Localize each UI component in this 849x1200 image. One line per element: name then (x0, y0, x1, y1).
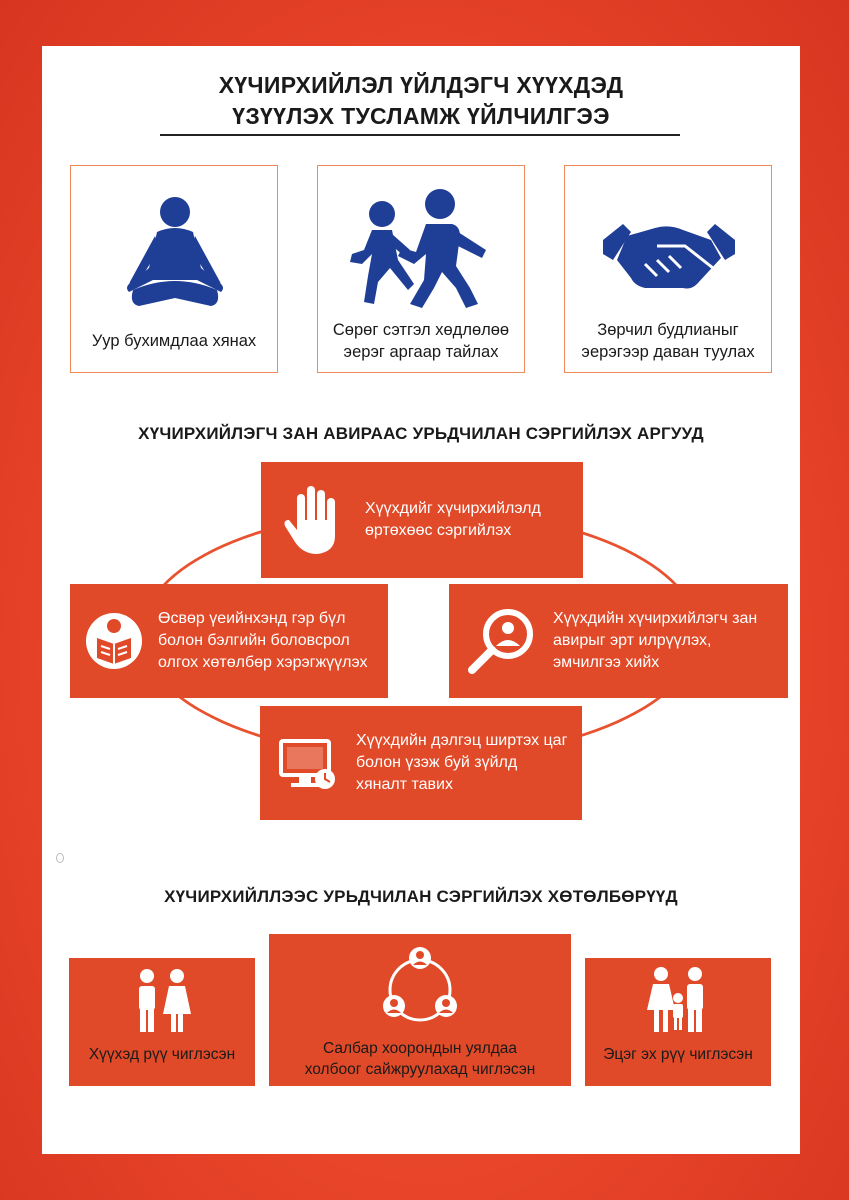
page-title (42, 70, 800, 132)
prevention-item-protect (261, 462, 583, 578)
children-icon (69, 966, 255, 1036)
title-underline (160, 134, 680, 136)
paper-mark (56, 853, 64, 863)
prevention-item-screen-time (260, 706, 582, 820)
family-icon (585, 966, 771, 1036)
running-people-icon (318, 184, 524, 314)
prevention-text: Хүүхдийг хүчирхийлэлд өртөхөөс сэргийлэх (365, 500, 541, 539)
service-label: Зөрчил будлианыг эерэгээр даван туулах (581, 321, 755, 361)
network-people-icon (269, 944, 571, 1030)
program-card-parents (585, 958, 771, 1086)
service-label: Сөрөг сэтгэл хөдлөлөө эерэг аргаар тайлах (332, 321, 510, 361)
monitor-clock-icon (260, 706, 356, 820)
program-card-children (69, 958, 255, 1086)
prevention-item-detection (449, 584, 788, 698)
service-label: Уур бухимдлаа хянах (91, 332, 257, 350)
reading-book-icon (70, 584, 158, 698)
prevention-text: Хүүхдийн хүчирхийлэгч зан авирыг эрт илрүүлэх, эмчилгээ хийх (553, 610, 758, 671)
stop-hand-icon (261, 462, 365, 578)
program-text: Салбар хоорондын уялдаа холбоог сайжруулахад чиглэсэн (304, 1040, 536, 1078)
magnifier-person-icon (449, 584, 553, 698)
program-card-cross-sector (269, 934, 571, 1086)
program-text: Хүүхэд рүү чиглэсэн (88, 1046, 236, 1063)
title-line-2: ҮЗҮҮЛЭХ ТУСЛАМЖ ҮЙЛЧИЛГЭЭ (232, 103, 610, 129)
service-card-anger (70, 165, 278, 373)
title-line-1: ХҮЧИРХИЙЛЭЛ ҮЙЛДЭГЧ ХҮҮХДЭД (218, 72, 624, 98)
prevention-text: Өсвөр үеийнхэнд гэр бүл болон бэлгийн боловсрол олгох хөтөлбөр хэрэгжүүлэх (158, 610, 368, 671)
handshake-icon (565, 184, 771, 314)
prevention-heading: ХҮЧИРХИЙЛЭГЧ ЗАН АВИРААС УРЬДЧИЛАН СЭРГИЙЛЭХ АРГУУД (138, 424, 704, 443)
meditation-person-icon (71, 184, 277, 314)
program-text: Эцэг эх рүү чиглэсэн (603, 1046, 753, 1063)
prevention-item-education (70, 584, 388, 698)
service-card-emotions (317, 165, 525, 373)
prevention-text: Хүүхдийн дэлгэц ширтэх цаг болон үзэж буй зүйлд хяналт тавих (356, 732, 568, 793)
service-card-conflict (564, 165, 772, 373)
programs-heading: ХҮЧИРХИЙЛЛЭЭС УРЬДЧИЛАН СЭРГИЙЛЭХ ХӨТӨЛБӨРҮҮД (164, 887, 678, 906)
